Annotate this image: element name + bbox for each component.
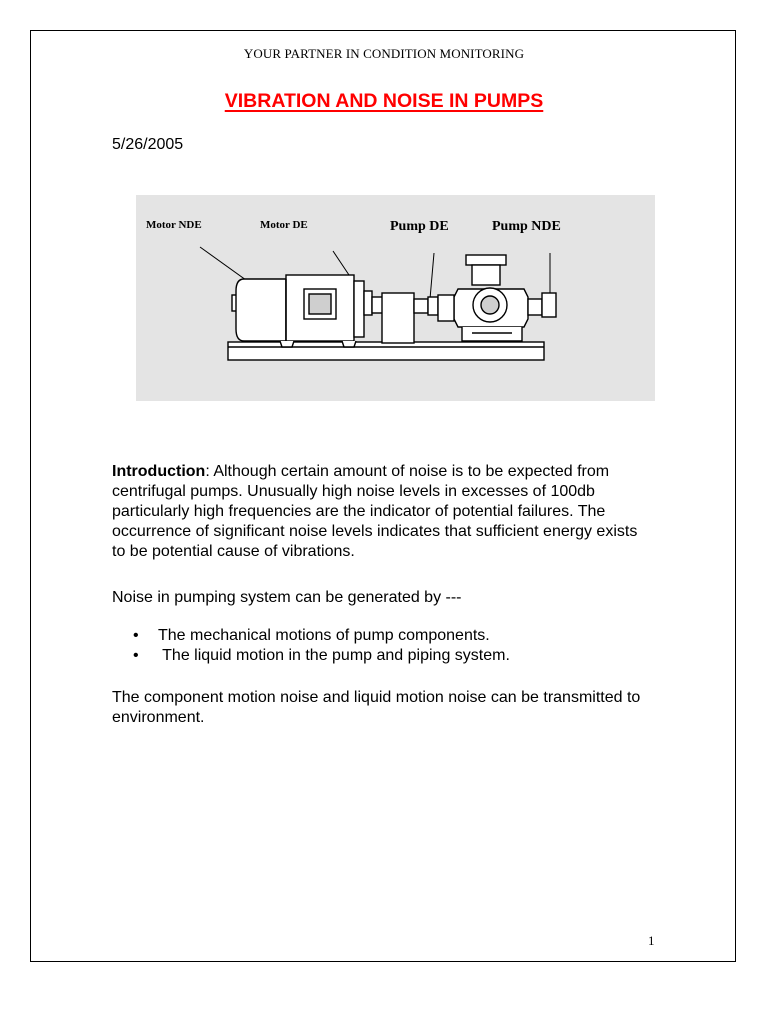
closing-paragraph: The component motion noise and liquid motion noise can be transmitted to environment. <box>112 689 641 726</box>
intro-heading: Introduction <box>112 463 206 480</box>
list-item-text: The liquid motion in the pump and piping system. <box>158 647 510 664</box>
bullet-glyph: • <box>133 647 139 664</box>
document-title-text: VIBRATION AND NOISE IN PUMPS <box>224 90 544 112</box>
bullet-glyph: • <box>133 627 139 644</box>
pump <box>428 255 556 341</box>
label-pump-nde: Pump NDE <box>492 219 561 234</box>
page-number: 1 <box>648 933 655 948</box>
noise-sources-lead: Noise in pumping system can be generated by --- <box>112 589 462 606</box>
noise-sources-list <box>112 626 652 666</box>
pump-diagram-figure <box>136 195 655 401</box>
intro-paragraph <box>112 462 652 562</box>
list-item-text: The mechanical motions of pump components. <box>158 627 490 644</box>
label-pump-de: Pump DE <box>390 219 449 234</box>
pump-motor-diagram <box>136 195 655 401</box>
coupling-guard <box>372 293 428 343</box>
base-plate <box>228 342 544 360</box>
motor <box>232 275 372 347</box>
document-date: 5/26/2005 <box>112 136 184 153</box>
label-motor-de: Motor DE <box>260 219 308 231</box>
document-title <box>0 90 768 113</box>
list-item <box>112 646 652 666</box>
list-item <box>112 626 652 646</box>
header-tagline: YOUR PARTNER IN CONDITION MONITORING <box>243 46 525 61</box>
intro-text: : Although certain amount of noise is to be expected from centrifugal pumps. Unusually high noise levels in excesses of 100db particularly high frequencies are the indicator of potential failures. The occurrence of significant noise levels indicates that sufficient energy exists to be potential cause of vibrations. <box>112 463 638 560</box>
label-motor-nde: Motor NDE <box>146 219 202 231</box>
